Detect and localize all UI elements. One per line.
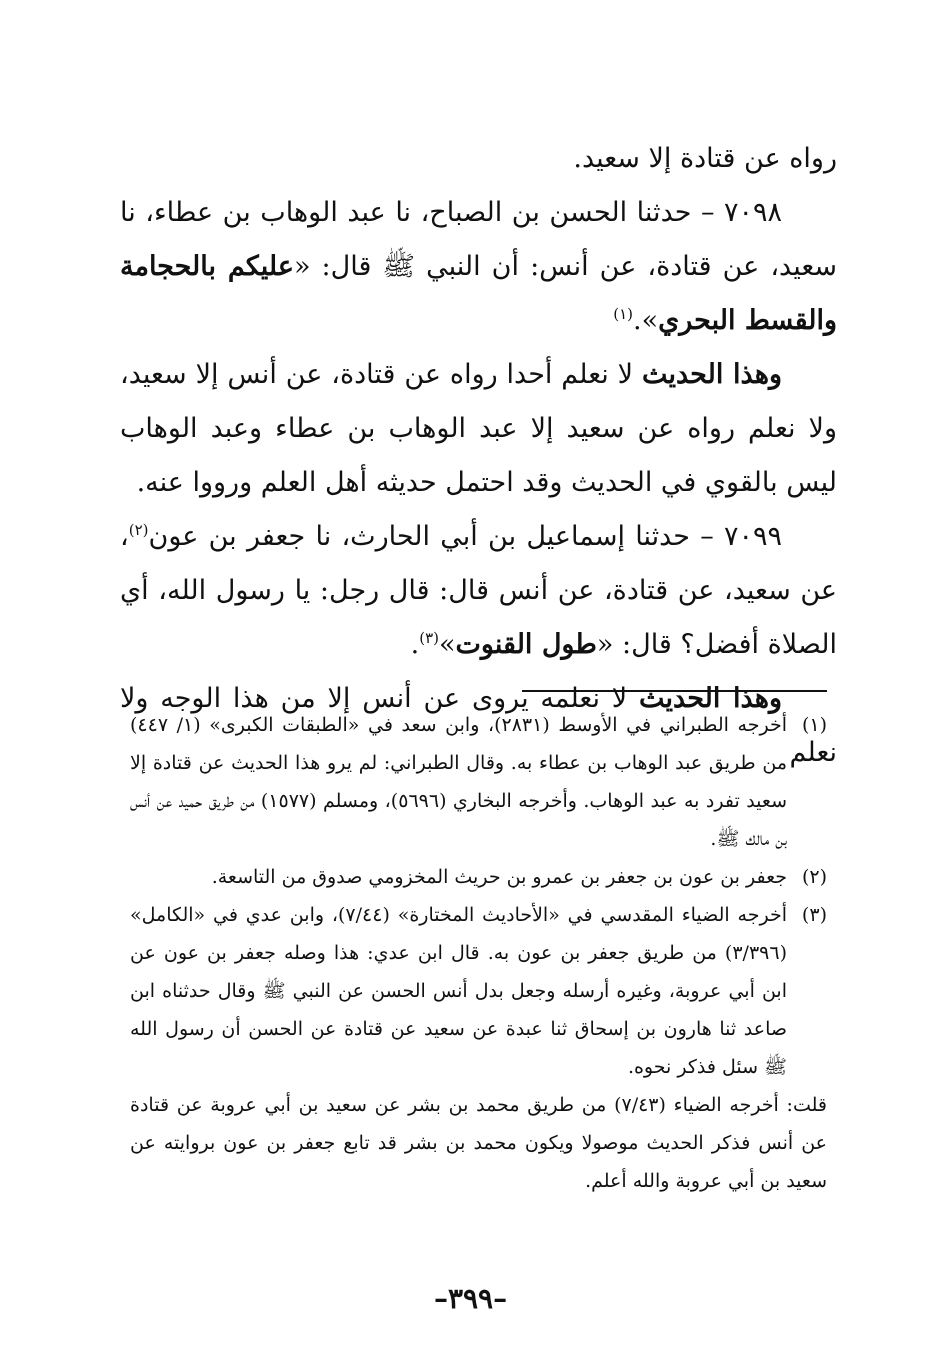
- footnote-number: (٢): [801, 866, 827, 888]
- footnote-3: [130, 896, 827, 1086]
- paragraph-chain-end: رواه عن قتادة إلا سعيد.: [573, 143, 837, 174]
- footnote-separator: [522, 690, 827, 692]
- main-text: [120, 132, 837, 780]
- comment-7098-lead: وهذا الحديث: [641, 359, 782, 390]
- footnote-ref-1: (١): [613, 305, 634, 323]
- hadith-7098: ٧٠٩٨ – حدثنا الحسن بن الصباح، نا عبد الوهاب بن عطاء، نا سعيد، عن قتادة، عن أنس: أن النبي ﷺ قال: «عليكم بالحجامة والقسط البحري».$^{(١)}$: [120, 197, 838, 336]
- hadith-7099-matn: طول القنوت: [455, 629, 597, 660]
- footnote-text: أخرجه الطبراني في الأوسط (٢٨٣١)، وابن سعد في «الطبقات الكبرى» (١/ ٤٤٧) من طريق عبد الوهاب بن عطاء به. وقال الطبراني: لم يرو هذا الحديث عن قتادة إلا سعيد تفرد به عبد الوهاب. وأخرجه البخاري (٥٦٩٦)، ومسلم (١٥٧٧) من طريق حميد عن أنس بن مالك ﷺ.: [130, 714, 787, 850]
- footnote-ref-2: (٢): [128, 521, 149, 539]
- page-number: –٣٩٩–: [433, 1282, 508, 1315]
- footnote-number: (٣): [801, 904, 827, 926]
- hadith-7098-matn: عليكم بالحجامة والقسط البحري: [120, 251, 837, 336]
- footnote-2: [130, 858, 827, 896]
- footnote-ref-3: (٣): [419, 629, 439, 647]
- footnote-1: [130, 706, 827, 858]
- footnotes: [130, 706, 827, 1200]
- comment-7098: وهذا الحديث لا نعلم أحدا رواه عن قتادة، عن أنس إلا سعيد، ولا نعلم رواه عن سعيد إلا عبد الوهاب بن عطاء وعبد الوهاب ليس بالقوي في الحديث وقد احتمل حديثه أهل العلم ورووا عنه.: [120, 359, 837, 498]
- footnote-text: جعفر بن عون بن جعفر بن عمرو بن حريث المخزومي صدوق من التاسعة.: [211, 866, 787, 888]
- footnote-text: أخرجه الضياء المقدسي في «الأحاديث المختارة» (٧/٤٤)، وابن عدي في «الكامل» (٣/٣٩٦) من طريق جعفر بن عون به. قال ابن عدي: هذا وصله جعفر بن عون عن ابن أبي عروبة، وغيره أرسله وجعل بدل أنس الحسن عن النبي ﷺ وقال حدثناه ابن صاعد ثنا هارون بن إسحاق ثنا عبدة عن سعيد عن قتادة عن الحسن أن رسول الله ﷺ سئل فذكر نحوه.: [130, 904, 787, 1078]
- comment-7099-lead: وهذا الحديث: [639, 683, 782, 714]
- footnote-note: قلت: أخرجه الضياء (٧/٤٣) من طريق محمد بن بشر عن سعيد بن أبي عروبة عن قتادة عن أنس فذكر الحديث موصولا ويكون محمد بن بشر قد تابع جعفر بن عون بروايته عن سعيد بن أبي عروبة والله أعلم.: [130, 1094, 827, 1192]
- comment-7099: وهذا الحديث لا نعلمه يروى عن أنس إلا من هذا الوجه ولا نعلم: [120, 683, 837, 768]
- footnote-number: (١): [801, 714, 827, 736]
- hadith-7099: ٧٠٩٩ – حدثنا إسماعيل بن أبي الحارث، نا جعفر بن عون$^{(٢)}$، عن سعيد، عن قتادة، عن أنس قال: قال رجل: يا رسول الله، أي الصلاة أفضل؟ قال: «طول القنوت»$^{(٣)}$.: [120, 521, 837, 660]
